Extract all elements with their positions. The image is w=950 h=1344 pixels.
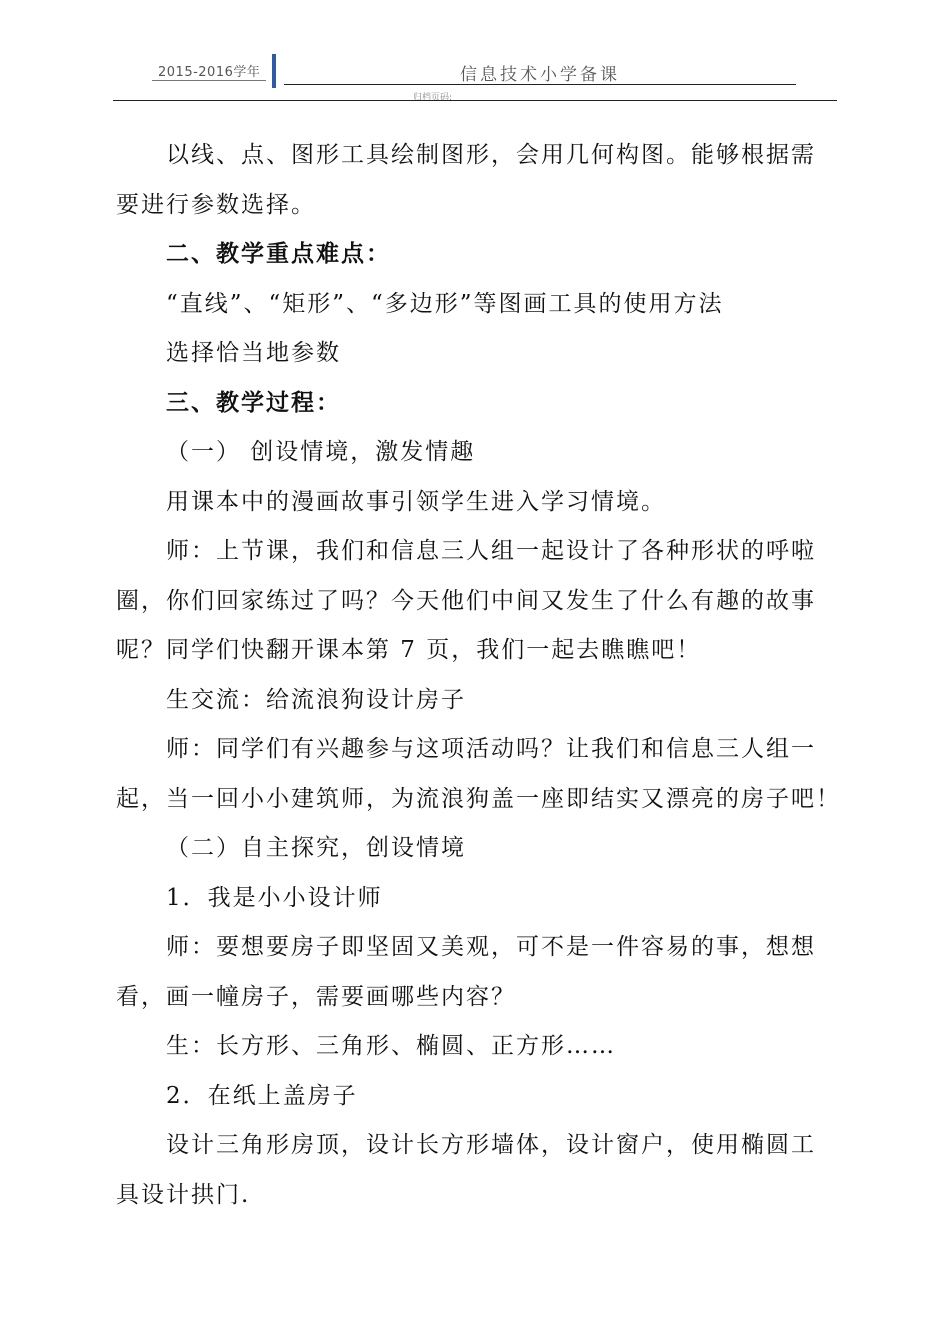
body-text-line: 起，当一回小小建筑师，为流浪狗盖一座即结实又漂亮的房子吧！ [116, 785, 841, 812]
section-heading: 三、教学过程： [166, 389, 341, 416]
body-text-line: 师：同学们有兴趣参与这项活动吗？让我们和信息三人组一 [166, 736, 816, 762]
archive-page-note: 归档页码: [413, 93, 453, 103]
body-text-line: 圈，你们回家练过了吗？今天他们中间又发生了什么有趣的故事 [116, 587, 816, 614]
body-text-line: 设计三角形房顶，设计长方形墙体，设计窗户，使用椭圆工 [166, 1132, 816, 1158]
body-text-line: 生：长方形、三角形、椭圆、正方形…… [166, 1033, 616, 1059]
page-header [0, 0, 950, 110]
body-text-line: 要进行参数选择。 [116, 191, 316, 218]
body-text-line: 用课本中的漫画故事引领学生进入学习情境。 [166, 488, 666, 515]
body-text-line: 呢？同学们快翻开课本第 7 页，我们一起去瞧瞧吧！ [116, 637, 702, 663]
body-text-line: 以线、点、图形工具绘制图形，会用几何构图。能够根据需 [166, 142, 816, 168]
body-text-line: 具设计拱门. [116, 1181, 251, 1208]
body-text-line: 1．我是小小设计师 [166, 884, 383, 911]
document-body [116, 131, 846, 1220]
section-heading: 二、教学重点难点： [166, 241, 391, 267]
body-text-line: 选择恰当地参数 [166, 340, 341, 366]
body-text-line: （二）自主探究，创设情境 [166, 835, 466, 861]
body-text-line: 师：要想要房子即坚固又美观，可不是一件容易的事，想想 [166, 934, 816, 960]
year-underline [152, 80, 266, 81]
school-year: 2015-2016学年 [158, 65, 261, 80]
header-rule [113, 100, 837, 101]
body-text-line: 看，画一幢房子，需要画哪些内容？ [116, 983, 516, 1010]
header-accent-bar [272, 54, 276, 88]
body-text-line: 生交流：给流浪狗设计房子 [166, 686, 466, 713]
body-text-line: 师：上节课，我们和信息三人组一起设计了各种形状的呼啦 [166, 538, 816, 564]
header-title: 信息技术小学备课 [460, 65, 620, 85]
body-text-line: （一） 创设情境，激发情趣 [166, 439, 476, 465]
title-underline [284, 84, 796, 85]
body-text-line: “直线”、“矩形”、“多边形”等图画工具的使用方法 [166, 290, 724, 317]
body-text-line: 2．在纸上盖房子 [166, 1082, 358, 1109]
